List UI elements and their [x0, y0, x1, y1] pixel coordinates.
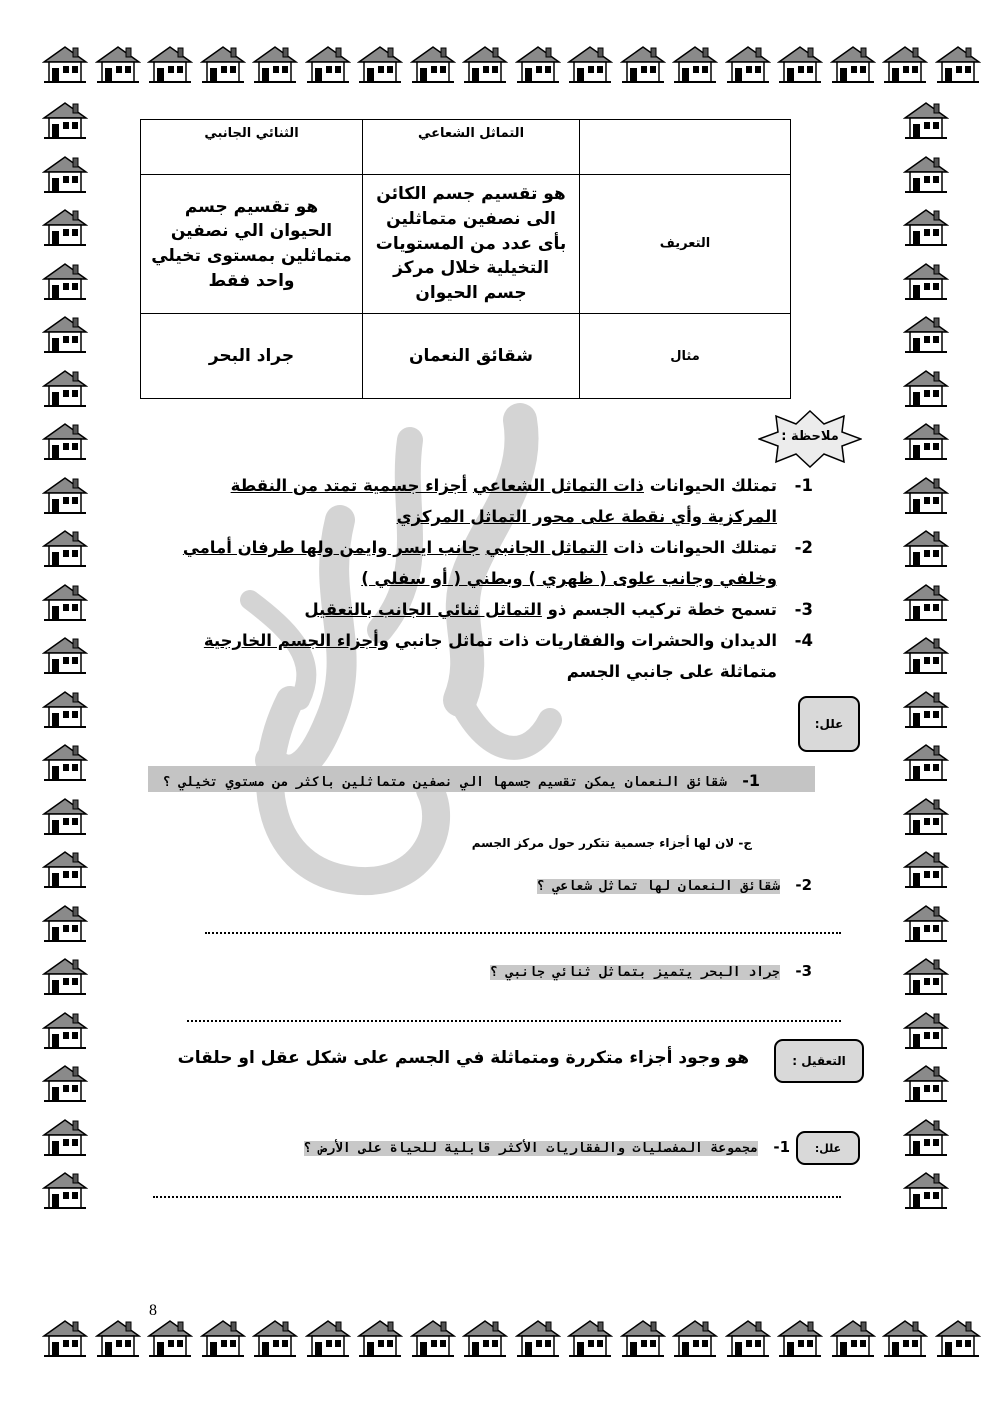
- house-icon: [42, 100, 88, 140]
- house-icon: [777, 44, 823, 84]
- house-icon: [305, 1318, 351, 1358]
- house-icon: [777, 1318, 823, 1358]
- house-icon: [620, 1318, 666, 1358]
- house-icon: [882, 44, 928, 84]
- house-icon: [672, 1318, 718, 1358]
- house-icon: [42, 849, 88, 889]
- house-icon: [42, 207, 88, 247]
- table-header-bilateral: الثنائي الجانبي: [141, 120, 363, 175]
- table-row: [141, 175, 791, 314]
- house-icon: [357, 1318, 403, 1358]
- house-icon: [42, 314, 88, 354]
- question-text: مجموعة المفصليات والفقاريات الأكثر قابلية للحياة على الأرض ؟: [303, 1141, 758, 1156]
- house-icon: [903, 849, 949, 889]
- page-number: 8: [149, 1302, 157, 1319]
- house-icon: [42, 421, 88, 461]
- house-icon: [42, 154, 88, 194]
- house-icon: [903, 903, 949, 943]
- list-item: [165, 625, 813, 687]
- house-icon: [357, 44, 403, 84]
- question-number: 1-: [742, 771, 760, 790]
- house-icon: [147, 44, 193, 84]
- house-icon: [42, 1117, 88, 1157]
- house-icon: [42, 796, 88, 836]
- house-icon: [903, 207, 949, 247]
- house-icon: [903, 582, 949, 622]
- house-icon: [410, 1318, 456, 1358]
- house-icon: [903, 1010, 949, 1050]
- table-header-radial: التماثل الشعاعي: [363, 120, 580, 175]
- item-text: تمتلك الحيوانات ذات التماثل الجانبي جانب ايسر وايمن ولها طرفان أمامي وخلفي وجانب علوى ( ظهري ) وبطني ( أو سفلي ): [182, 538, 777, 588]
- house-icon: [147, 1318, 193, 1358]
- house-icon: [903, 154, 949, 194]
- house-icon: [252, 44, 298, 84]
- item-number: 1-: [794, 476, 813, 495]
- question-3-text: [490, 962, 812, 980]
- house-icon: [305, 44, 351, 84]
- bilateral-example: جراد البحر: [141, 314, 363, 399]
- why-label-box-2: علل:: [796, 1131, 860, 1165]
- item-text: تمتلك الحيوانات ذات التماثل الشعاعي أجزاء جسمية تمتد من النقطة المركزية وأي نقطة على محور التماثل المركزي: [230, 476, 777, 526]
- answer-line: [153, 1196, 841, 1198]
- house-icon: [903, 475, 949, 515]
- house-icon: [42, 635, 88, 675]
- house-icon: [410, 44, 456, 84]
- house-icon: [903, 956, 949, 996]
- house-icon: [903, 1063, 949, 1103]
- house-icon: [567, 1318, 613, 1358]
- house-icon: [42, 44, 88, 84]
- radial-example: شقائق النعمان: [363, 314, 580, 399]
- note-list: [165, 470, 813, 687]
- table-row-label: التعريف: [580, 175, 791, 314]
- house-icon: [830, 44, 876, 84]
- table-header-empty: [580, 120, 791, 175]
- house-icon: [903, 528, 949, 568]
- question-2-text: [537, 876, 812, 894]
- house-icon: [903, 314, 949, 354]
- house-icon: [42, 528, 88, 568]
- house-icon: [903, 635, 949, 675]
- house-icon: [725, 1318, 771, 1358]
- question-1-answer: ج- لان لها أجزاء جسمية تتكرر حول مركز الجسم: [471, 836, 752, 850]
- list-item: [165, 594, 813, 625]
- item-text: تسمح خطة تركيب الجسم ذو التماثل ثنائي الجانب بالتعقيل: [304, 600, 777, 619]
- house-icon: [903, 368, 949, 408]
- house-icon: [903, 689, 949, 729]
- question-number: 1-: [773, 1138, 790, 1156]
- house-icon: [42, 582, 88, 622]
- house-icon: [620, 44, 666, 84]
- note-badge: [758, 410, 862, 468]
- house-icon: [42, 1010, 88, 1050]
- house-icon: [42, 1170, 88, 1210]
- list-item: [165, 470, 813, 532]
- question-4-text: [304, 1138, 790, 1156]
- house-icon: [830, 1318, 876, 1358]
- table-row: [141, 314, 791, 399]
- item-number: 3-: [794, 600, 813, 619]
- table-row-label: مثال: [580, 314, 791, 399]
- house-icon: [462, 44, 508, 84]
- house-icon: [462, 1318, 508, 1358]
- question-text: جراد البحر يتميز بتماثل ثنائي جانبي ؟: [490, 965, 780, 980]
- question-text: شقائق النعمان يمكن تقسيم جسمها الي نصفين متماثلين باكثر من مستوي تخيلي ؟: [163, 775, 727, 790]
- house-icon: [903, 1117, 949, 1157]
- symmetry-table: [140, 119, 791, 399]
- house-icon: [903, 1170, 949, 1210]
- segmentation-definition: هو وجود أجزاء متكررة ومتماثلة في الجسم على شكل عقل او حلقات: [177, 1048, 749, 1068]
- house-icon: [42, 368, 88, 408]
- question-text: شقائق النعمان لها تماثل شعاعي ؟: [537, 879, 780, 894]
- house-icon: [935, 44, 981, 84]
- question-number: 2-: [795, 876, 812, 894]
- house-icon: [42, 903, 88, 943]
- house-icon: [42, 956, 88, 996]
- house-icon: [252, 1318, 298, 1358]
- house-icon: [515, 44, 561, 84]
- house-icon: [42, 475, 88, 515]
- list-item: [165, 532, 813, 594]
- house-icon: [903, 742, 949, 782]
- radial-definition: هو تقسيم جسم الكائن الى نصفين متماثلين بأى عدد من المستويات التخيلية خلال مركز جسم الحيوان: [363, 175, 580, 314]
- why-label-box: علل:: [798, 696, 860, 752]
- house-icon: [672, 44, 718, 84]
- house-icon: [42, 689, 88, 729]
- house-icon: [95, 44, 141, 84]
- house-icon: [200, 1318, 246, 1358]
- note-label: ملاحظة :: [781, 429, 839, 444]
- house-icon: [567, 44, 613, 84]
- house-icon: [42, 1318, 88, 1358]
- house-icon: [903, 100, 949, 140]
- house-icon: [42, 1063, 88, 1103]
- answer-line: [187, 1020, 841, 1022]
- answer-line: [205, 932, 841, 934]
- house-icon: [42, 261, 88, 301]
- table-header-row: [141, 120, 791, 175]
- question-number: 3-: [795, 962, 812, 980]
- item-text: الديدان والحشرات والفقاريات ذات تماثل جانبي وأجزاء الجسم الخارجية متماثلة على جانبي الجسم: [203, 631, 777, 681]
- question-1-text: [163, 771, 760, 790]
- house-icon: [903, 261, 949, 301]
- house-icon: [903, 421, 949, 461]
- house-icon: [200, 44, 246, 84]
- house-icon: [882, 1318, 928, 1358]
- house-icon: [725, 44, 771, 84]
- bilateral-definition: هو تقسيم جسم الحيوان الي نصفين متماثلين بمستوى تخيلي واحد فقط: [141, 175, 363, 314]
- house-icon: [95, 1318, 141, 1358]
- segmentation-label-box: التعقيل :: [774, 1039, 864, 1083]
- house-icon: [42, 742, 88, 782]
- house-icon: [903, 796, 949, 836]
- house-icon: [935, 1318, 981, 1358]
- item-number: 4-: [794, 631, 813, 650]
- house-icon: [515, 1318, 561, 1358]
- item-number: 2-: [794, 538, 813, 557]
